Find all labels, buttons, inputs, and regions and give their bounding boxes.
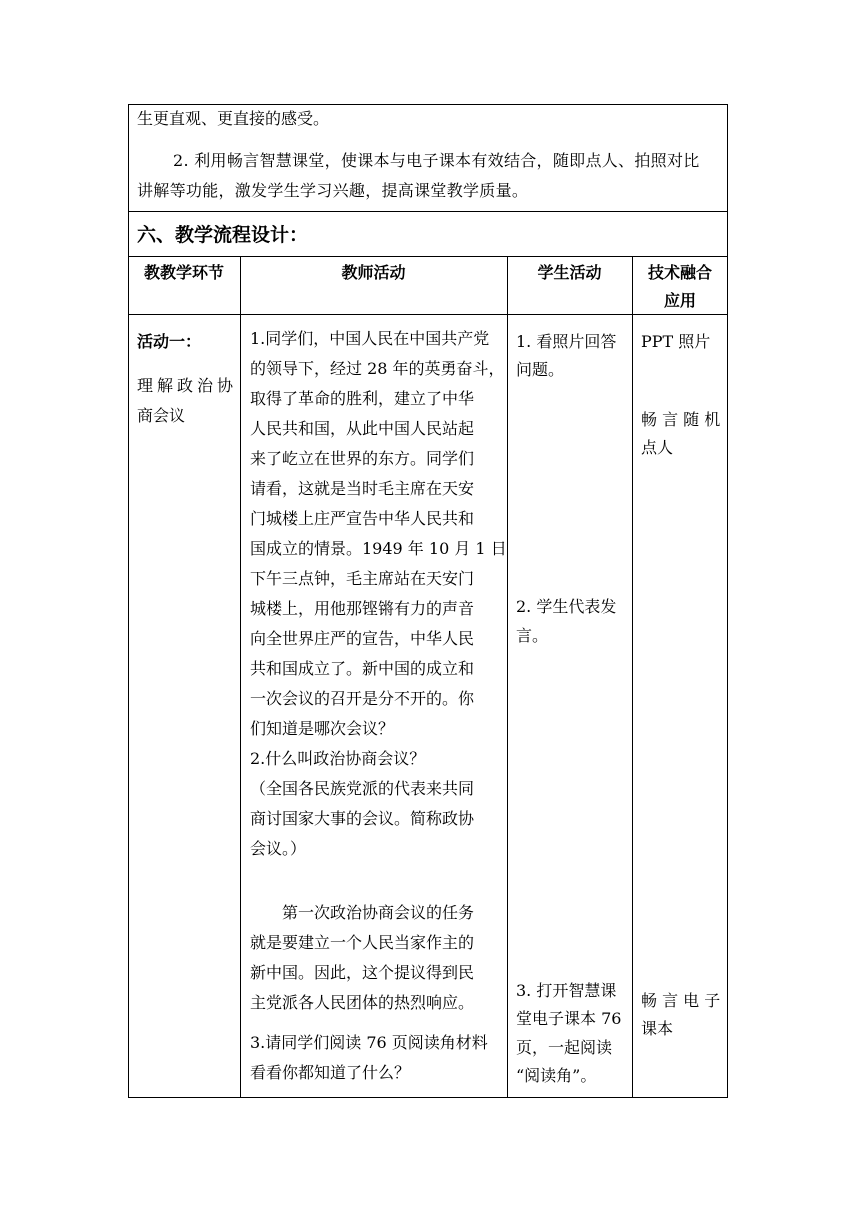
intro-para-2-line-2: 讲解等功能，激发学生学习兴趣，提高课堂教学质量。 <box>137 181 529 200</box>
teacher-line: （全国各民族党派的代表来共同 <box>250 779 475 798</box>
student-item-1-line-1: 1. 看照片回答 <box>516 332 617 351</box>
tech-item-1: PPT 照片 <box>641 332 711 351</box>
table-border <box>727 104 728 1098</box>
stage-desc-line-1: 理解政治协 <box>137 376 238 395</box>
student-item-3-line-3: 页，一起阅读 <box>516 1038 613 1057</box>
student-item-3-line-4: “阅读角”。 <box>516 1066 597 1085</box>
teacher-line: 新中国。因此，这个提议得到民 <box>250 963 475 982</box>
teacher-line: 城楼上，用他那铿锵有力的声音 <box>250 599 475 618</box>
table-border <box>128 104 129 1098</box>
header-teacher: 教师活动 <box>341 263 406 282</box>
header-tech-line-1: 技术融合 <box>647 263 712 282</box>
teacher-line: 就是要建立一个人民当家作主的 <box>250 933 475 952</box>
teacher-line: 看看你都知道了什么？ <box>250 1063 411 1082</box>
header-stage: 教教学环节 <box>143 263 224 282</box>
tech-item-2-line-1: 畅 言 随 机 <box>641 410 721 429</box>
table-border <box>632 256 633 1098</box>
teacher-line: 3.请同学们阅读 76 页阅读角材料 <box>250 1033 488 1052</box>
teacher-line: 国成立的情景。1949 年 10 月 1 日 <box>250 539 507 558</box>
teacher-line: 1.同学们，中国人民在中国共产党 <box>250 329 490 348</box>
teacher-line: 商讨国家大事的会议。简称政协 <box>250 809 475 828</box>
teacher-paragraph-2 <box>250 898 474 1018</box>
tech-item-3-line-2: 课本 <box>641 1019 674 1038</box>
teacher-activity <box>250 324 507 864</box>
tech-item-2-line-2: 点人 <box>641 438 674 457</box>
teacher-line: 请看，这就是当时毛主席在天安 <box>250 479 475 498</box>
student-item-3-line-1: 3. 打开智慧课 <box>516 981 617 1000</box>
teacher-line: 们知道是哪次会议？ <box>250 719 395 738</box>
student-item-3-line-2: 堂电子课本 76 <box>516 1009 622 1028</box>
intro-para-2-line-1: 2. 利用畅言智慧课堂，使课本与电子课本有效结合，随即点人、拍照对比 <box>173 151 700 170</box>
teacher-line: 一次会议的召开是分不开的。你 <box>250 689 475 708</box>
teacher-paragraph-3 <box>250 1028 488 1088</box>
teacher-line: 取得了革命的胜利，建立了中华 <box>250 389 475 408</box>
intro-line-1: 生更直观、更直接的感受。 <box>137 109 330 128</box>
section-title: 六、教学流程设计： <box>137 224 309 246</box>
teacher-line: 来了屹立在世界的东方。同学们 <box>250 449 475 468</box>
teacher-line: 的领导下，经过 28 年的英勇奋斗， <box>250 359 505 378</box>
tech-item-3-line-1: 畅 言 电 子 <box>641 991 721 1010</box>
stage-desc-line-2: 商会议 <box>137 406 186 425</box>
student-item-2-line-1: 2. 学生代表发 <box>516 597 617 616</box>
teacher-line: 2.什么叫政治协商会议？ <box>250 749 426 768</box>
table-border <box>128 1097 728 1098</box>
header-tech-line-2: 应用 <box>663 291 696 310</box>
table-border <box>128 211 728 212</box>
teacher-line: 会议。） <box>250 839 307 858</box>
teacher-line: 下午三点钟，毛主席站在天安门 <box>250 569 475 588</box>
table-border <box>128 256 728 257</box>
table-border <box>240 256 241 1098</box>
table-border <box>507 256 508 1098</box>
stage-title: 活动一： <box>137 332 202 351</box>
teacher-line: 第一次政治协商会议的任务 <box>250 903 475 922</box>
teacher-line: 向全世界庄严的宣告，中华人民 <box>250 629 475 648</box>
teacher-line: 主党派各人民团体的热烈响应。 <box>250 993 475 1012</box>
teacher-line: 人民共和国，从此中国人民站起 <box>250 419 475 438</box>
student-item-1-line-2: 问题。 <box>516 360 565 379</box>
header-student: 学生活动 <box>537 263 602 282</box>
teacher-line: 共和国成立了。新中国的成立和 <box>250 659 475 678</box>
student-item-2-line-2: 言。 <box>516 626 549 645</box>
teacher-line: 门城楼上庄严宣告中华人民共和 <box>250 509 475 528</box>
